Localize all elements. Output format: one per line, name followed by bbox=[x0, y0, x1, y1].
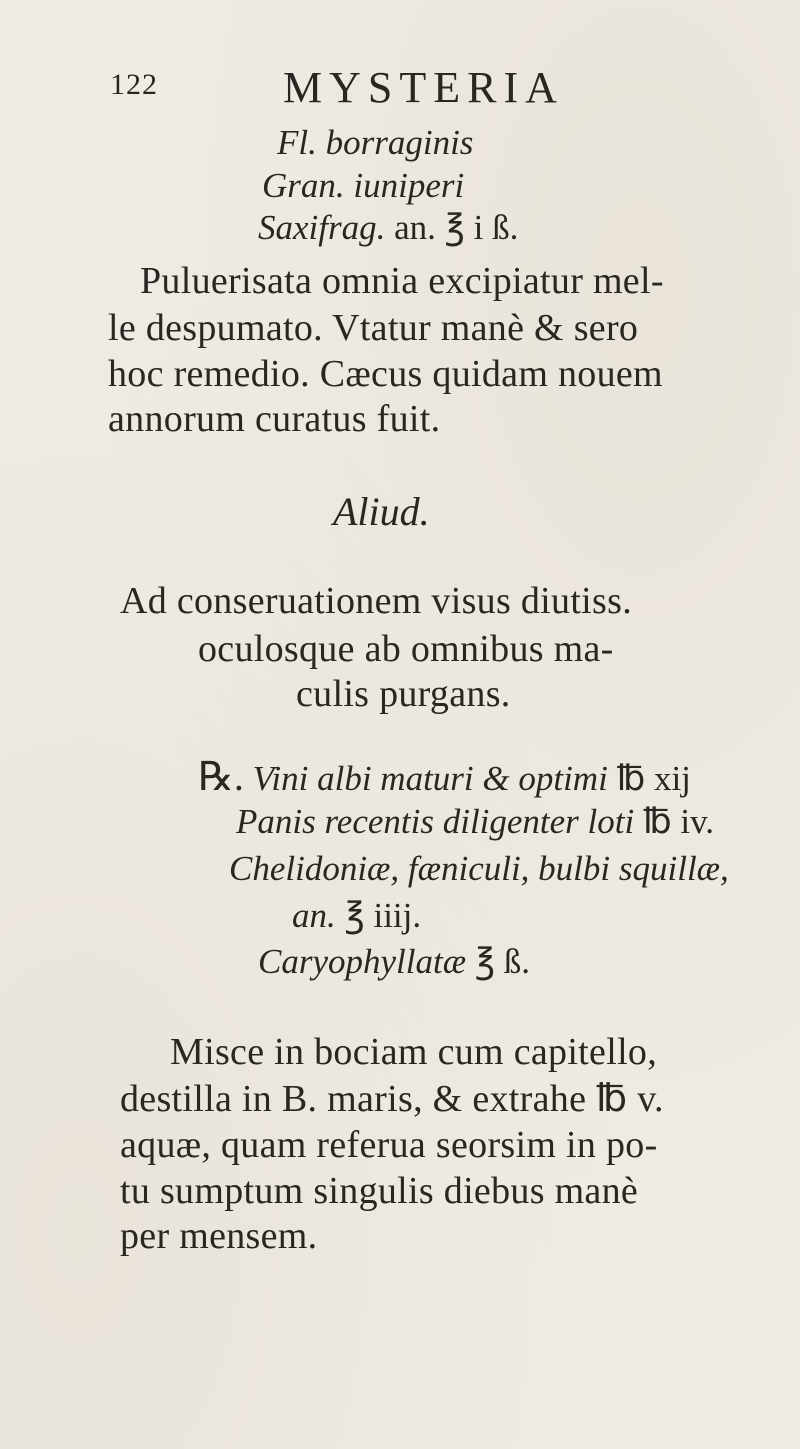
purpose-line: culis purgans. bbox=[296, 673, 511, 715]
ingredient-name: Caryophyllatæ bbox=[258, 942, 467, 981]
ingredient-line bbox=[198, 754, 691, 799]
purpose-line: Ad conseruationem visus diutiss. bbox=[120, 580, 633, 622]
ingredient-line bbox=[292, 898, 421, 933]
page-number: 122 bbox=[110, 68, 158, 101]
paragraph-line: destilla in B. maris, & extrahe ℔ v. bbox=[120, 1078, 664, 1120]
ingredient-line bbox=[236, 804, 714, 839]
paragraph-line: aquæ, quam referua seorsim in po- bbox=[120, 1124, 658, 1166]
paragraph-line: hoc remedio. Cæcus quidam nouem bbox=[108, 353, 663, 395]
ingredient-quantity: ℔ xij bbox=[616, 759, 691, 798]
recipe-symbol: ℞. bbox=[198, 754, 244, 799]
paragraph-line: le despumato. Vtatur manè & sero bbox=[108, 307, 639, 349]
paragraph-line: Misce in bociam cum capitello, bbox=[170, 1031, 658, 1073]
running-title: MYSTERIA bbox=[283, 63, 564, 112]
paragraph-line: tu sumptum singulis diebus manè bbox=[120, 1170, 639, 1212]
recipe-heading: Aliud. bbox=[333, 489, 430, 534]
ingredient-quantity: ℥ ß. bbox=[474, 942, 531, 981]
ingredient-name: Saxifrag. bbox=[258, 208, 386, 247]
ingredient-quantity: ℔ iv. bbox=[642, 802, 715, 841]
ingredient-name: an. bbox=[292, 896, 336, 935]
ingredient-name: Vini albi maturi & optimi bbox=[252, 759, 608, 798]
ingredient-line: Chelidoniæ, fæniculi, bulbi squillæ, bbox=[229, 849, 729, 888]
ingredient-quantity: ℥ iiij. bbox=[344, 896, 422, 935]
purpose-line: oculosque ab omnibus ma- bbox=[198, 628, 614, 670]
ingredient-line: Gran. iuniperi bbox=[262, 166, 465, 205]
ingredient-line: Fl. borraginis bbox=[277, 123, 474, 162]
paragraph-line: per mensem. bbox=[120, 1215, 318, 1257]
ingredient-line bbox=[258, 210, 518, 245]
ingredient-quantity: an. ℥ i ß. bbox=[394, 208, 519, 247]
ingredient-line bbox=[258, 944, 530, 979]
paragraph-line: Puluerisata omnia excipiatur mel- bbox=[140, 260, 664, 302]
paragraph-line: annorum curatus fuit. bbox=[108, 398, 441, 440]
ingredient-name: Panis recentis diligenter loti bbox=[236, 802, 635, 841]
